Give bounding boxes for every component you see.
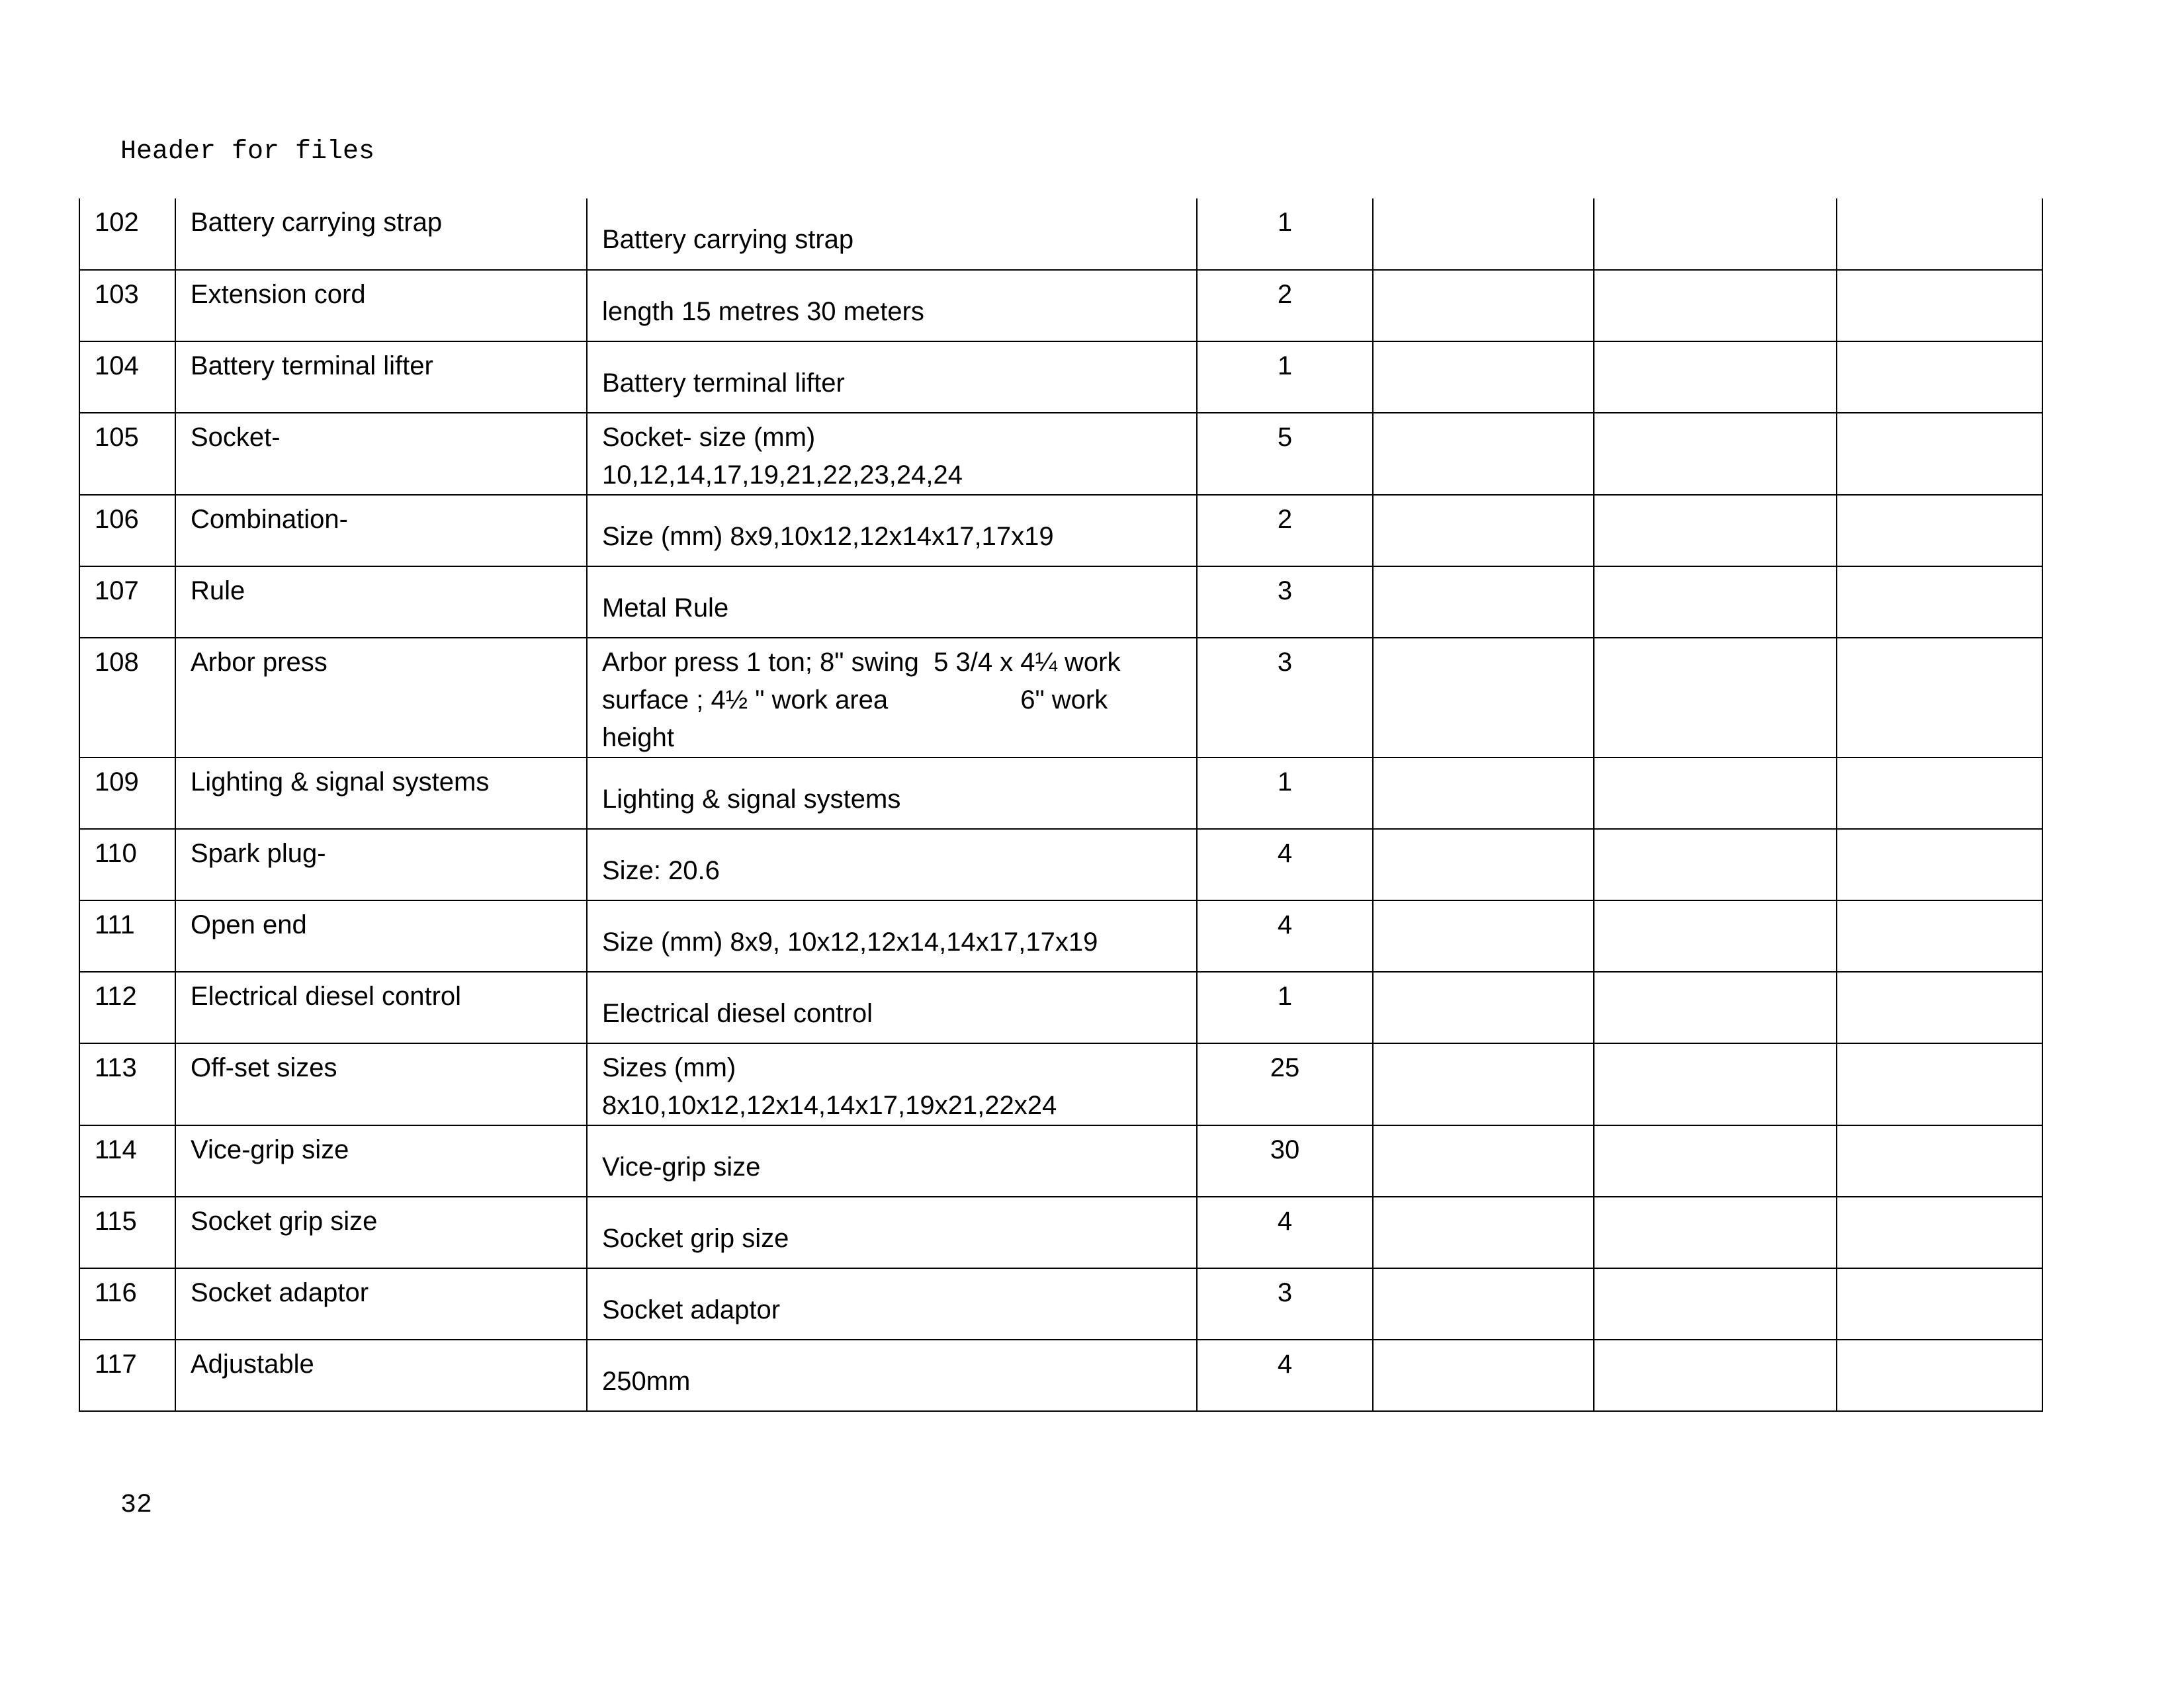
table-row <box>79 566 2042 638</box>
item-quantity: 2 <box>1197 270 1373 341</box>
empty-cell <box>1837 1125 2042 1197</box>
equipment-table <box>79 198 2043 1412</box>
table-row <box>79 900 2042 972</box>
item-spec <box>587 829 1197 900</box>
item-spec <box>587 900 1197 972</box>
empty-cell <box>1837 972 2042 1043</box>
empty-cell <box>1373 900 1594 972</box>
item-name: Adjustable <box>175 1340 587 1411</box>
item-spec <box>587 341 1197 413</box>
item-quantity: 2 <box>1197 495 1373 566</box>
row-number: 113 <box>79 1043 175 1125</box>
item-quantity: 3 <box>1197 1268 1373 1340</box>
empty-cell <box>1373 495 1594 566</box>
page-header: Header for files <box>120 137 375 167</box>
empty-cell <box>1837 341 2042 413</box>
table-row <box>79 198 2042 270</box>
empty-cell <box>1373 829 1594 900</box>
empty-cell <box>1373 638 1594 757</box>
empty-cell <box>1837 1043 2042 1125</box>
empty-cell <box>1837 638 2042 757</box>
item-quantity: 1 <box>1197 757 1373 829</box>
empty-cell <box>1594 413 1837 495</box>
table-row <box>79 1197 2042 1268</box>
row-number: 106 <box>79 495 175 566</box>
row-number: 102 <box>79 198 175 270</box>
empty-cell <box>1594 638 1837 757</box>
item-spec-text: Socket adaptor <box>602 1295 781 1324</box>
empty-cell <box>1837 829 2042 900</box>
item-quantity: 4 <box>1197 1340 1373 1411</box>
table-row <box>79 270 2042 341</box>
empty-cell <box>1373 757 1594 829</box>
item-spec-text: Battery terminal lifter <box>602 368 845 398</box>
empty-cell <box>1594 1125 1837 1197</box>
table-row <box>79 638 2042 757</box>
row-number: 105 <box>79 413 175 495</box>
empty-cell <box>1373 972 1594 1043</box>
item-spec-text: 250mm <box>602 1367 691 1396</box>
item-spec <box>587 1340 1197 1411</box>
row-number: 114 <box>79 1125 175 1197</box>
row-number: 116 <box>79 1268 175 1340</box>
table-row <box>79 1125 2042 1197</box>
row-number: 111 <box>79 900 175 972</box>
row-number: 108 <box>79 638 175 757</box>
item-spec <box>587 566 1197 638</box>
item-spec-text: Socket- size (mm) 10,12,14,17,19,21,22,23,24,24 <box>602 423 963 490</box>
item-quantity: 30 <box>1197 1125 1373 1197</box>
item-spec-text: Sizes (mm) 8x10,10x12,12x14,14x17,19x21,22x24 <box>602 1053 1057 1120</box>
empty-cell <box>1837 1268 2042 1340</box>
empty-cell <box>1594 341 1837 413</box>
item-name: Open end <box>175 900 587 972</box>
empty-cell <box>1594 1340 1837 1411</box>
item-spec-text: Battery carrying strap <box>602 225 854 254</box>
item-quantity: 4 <box>1197 900 1373 972</box>
empty-cell <box>1373 1340 1594 1411</box>
table-row <box>79 1043 2042 1125</box>
empty-cell <box>1837 900 2042 972</box>
table-row <box>79 341 2042 413</box>
empty-cell <box>1373 341 1594 413</box>
item-name: Socket- <box>175 413 587 495</box>
item-spec <box>587 1268 1197 1340</box>
item-spec-text: Size (mm) 8x9, 10x12,12x14,14x17,17x19 <box>602 928 1098 957</box>
empty-cell <box>1373 1268 1594 1340</box>
empty-cell <box>1594 566 1837 638</box>
item-spec <box>587 270 1197 341</box>
empty-cell <box>1594 829 1837 900</box>
row-number: 117 <box>79 1340 175 1411</box>
item-name: Electrical diesel control <box>175 972 587 1043</box>
empty-cell <box>1594 198 1837 270</box>
row-number: 107 <box>79 566 175 638</box>
item-spec <box>587 1197 1197 1268</box>
empty-cell <box>1837 495 2042 566</box>
empty-cell <box>1837 757 2042 829</box>
row-number: 115 <box>79 1197 175 1268</box>
table-row <box>79 413 2042 495</box>
item-spec <box>587 1125 1197 1197</box>
row-number: 110 <box>79 829 175 900</box>
item-quantity: 3 <box>1197 638 1373 757</box>
table-row <box>79 829 2042 900</box>
item-spec <box>587 757 1197 829</box>
empty-cell <box>1373 566 1594 638</box>
empty-cell <box>1373 1043 1594 1125</box>
row-number: 112 <box>79 972 175 1043</box>
item-spec-text: Electrical diesel control <box>602 999 873 1028</box>
item-quantity: 1 <box>1197 972 1373 1043</box>
item-spec-text: Socket grip size <box>602 1224 789 1253</box>
empty-cell <box>1837 1197 2042 1268</box>
item-spec <box>587 1043 1197 1125</box>
item-name: Lighting & signal systems <box>175 757 587 829</box>
empty-cell <box>1373 413 1594 495</box>
item-name: Battery carrying strap <box>175 198 587 270</box>
item-quantity: 25 <box>1197 1043 1373 1125</box>
item-name: Off-set sizes <box>175 1043 587 1125</box>
item-name: Combination- <box>175 495 587 566</box>
empty-cell <box>1837 270 2042 341</box>
item-name: Arbor press <box>175 638 587 757</box>
item-name: Extension cord <box>175 270 587 341</box>
item-spec-text: Vice-grip size <box>602 1152 761 1182</box>
empty-cell <box>1594 757 1837 829</box>
empty-cell <box>1837 198 2042 270</box>
empty-cell <box>1373 198 1594 270</box>
item-spec <box>587 638 1197 757</box>
item-quantity: 3 <box>1197 566 1373 638</box>
item-spec <box>587 495 1197 566</box>
item-quantity: 4 <box>1197 829 1373 900</box>
item-name: Battery terminal lifter <box>175 341 587 413</box>
empty-cell <box>1373 1125 1594 1197</box>
item-spec-text: Lighting & signal systems <box>602 785 901 814</box>
empty-cell <box>1594 270 1837 341</box>
item-spec-text: Metal Rule <box>602 593 729 623</box>
item-spec <box>587 972 1197 1043</box>
empty-cell <box>1837 1340 2042 1411</box>
table-row <box>79 1340 2042 1411</box>
item-quantity: 1 <box>1197 341 1373 413</box>
row-number: 104 <box>79 341 175 413</box>
empty-cell <box>1373 1197 1594 1268</box>
item-name: Socket adaptor <box>175 1268 587 1340</box>
item-name: Rule <box>175 566 587 638</box>
empty-cell <box>1594 900 1837 972</box>
item-quantity: 1 <box>1197 198 1373 270</box>
empty-cell <box>1837 413 2042 495</box>
empty-cell <box>1594 1197 1837 1268</box>
table-row <box>79 972 2042 1043</box>
table-row <box>79 495 2042 566</box>
empty-cell <box>1594 1043 1837 1125</box>
empty-cell <box>1373 270 1594 341</box>
table-row <box>79 1268 2042 1340</box>
item-quantity: 5 <box>1197 413 1373 495</box>
item-spec <box>587 413 1197 495</box>
item-spec <box>587 198 1197 270</box>
item-name: Spark plug- <box>175 829 587 900</box>
empty-cell <box>1594 972 1837 1043</box>
empty-cell <box>1837 566 2042 638</box>
page-number: 32 <box>120 1491 153 1520</box>
table-row <box>79 757 2042 829</box>
item-quantity: 4 <box>1197 1197 1373 1268</box>
item-spec-text: Size: 20.6 <box>602 856 720 885</box>
item-name: Vice-grip size <box>175 1125 587 1197</box>
row-number: 109 <box>79 757 175 829</box>
item-spec-text: Size (mm) 8x9,10x12,12x14x17,17x19 <box>602 522 1054 551</box>
empty-cell <box>1594 495 1837 566</box>
item-name: Socket grip size <box>175 1197 587 1268</box>
item-spec-text: Arbor press 1 ton; 8" swing 5 3/4 x 4¼ work surface ; 4½ " work area 6" work height <box>602 648 1128 752</box>
row-number: 103 <box>79 270 175 341</box>
item-spec-text: length 15 metres 30 meters <box>602 297 924 326</box>
empty-cell <box>1594 1268 1837 1340</box>
